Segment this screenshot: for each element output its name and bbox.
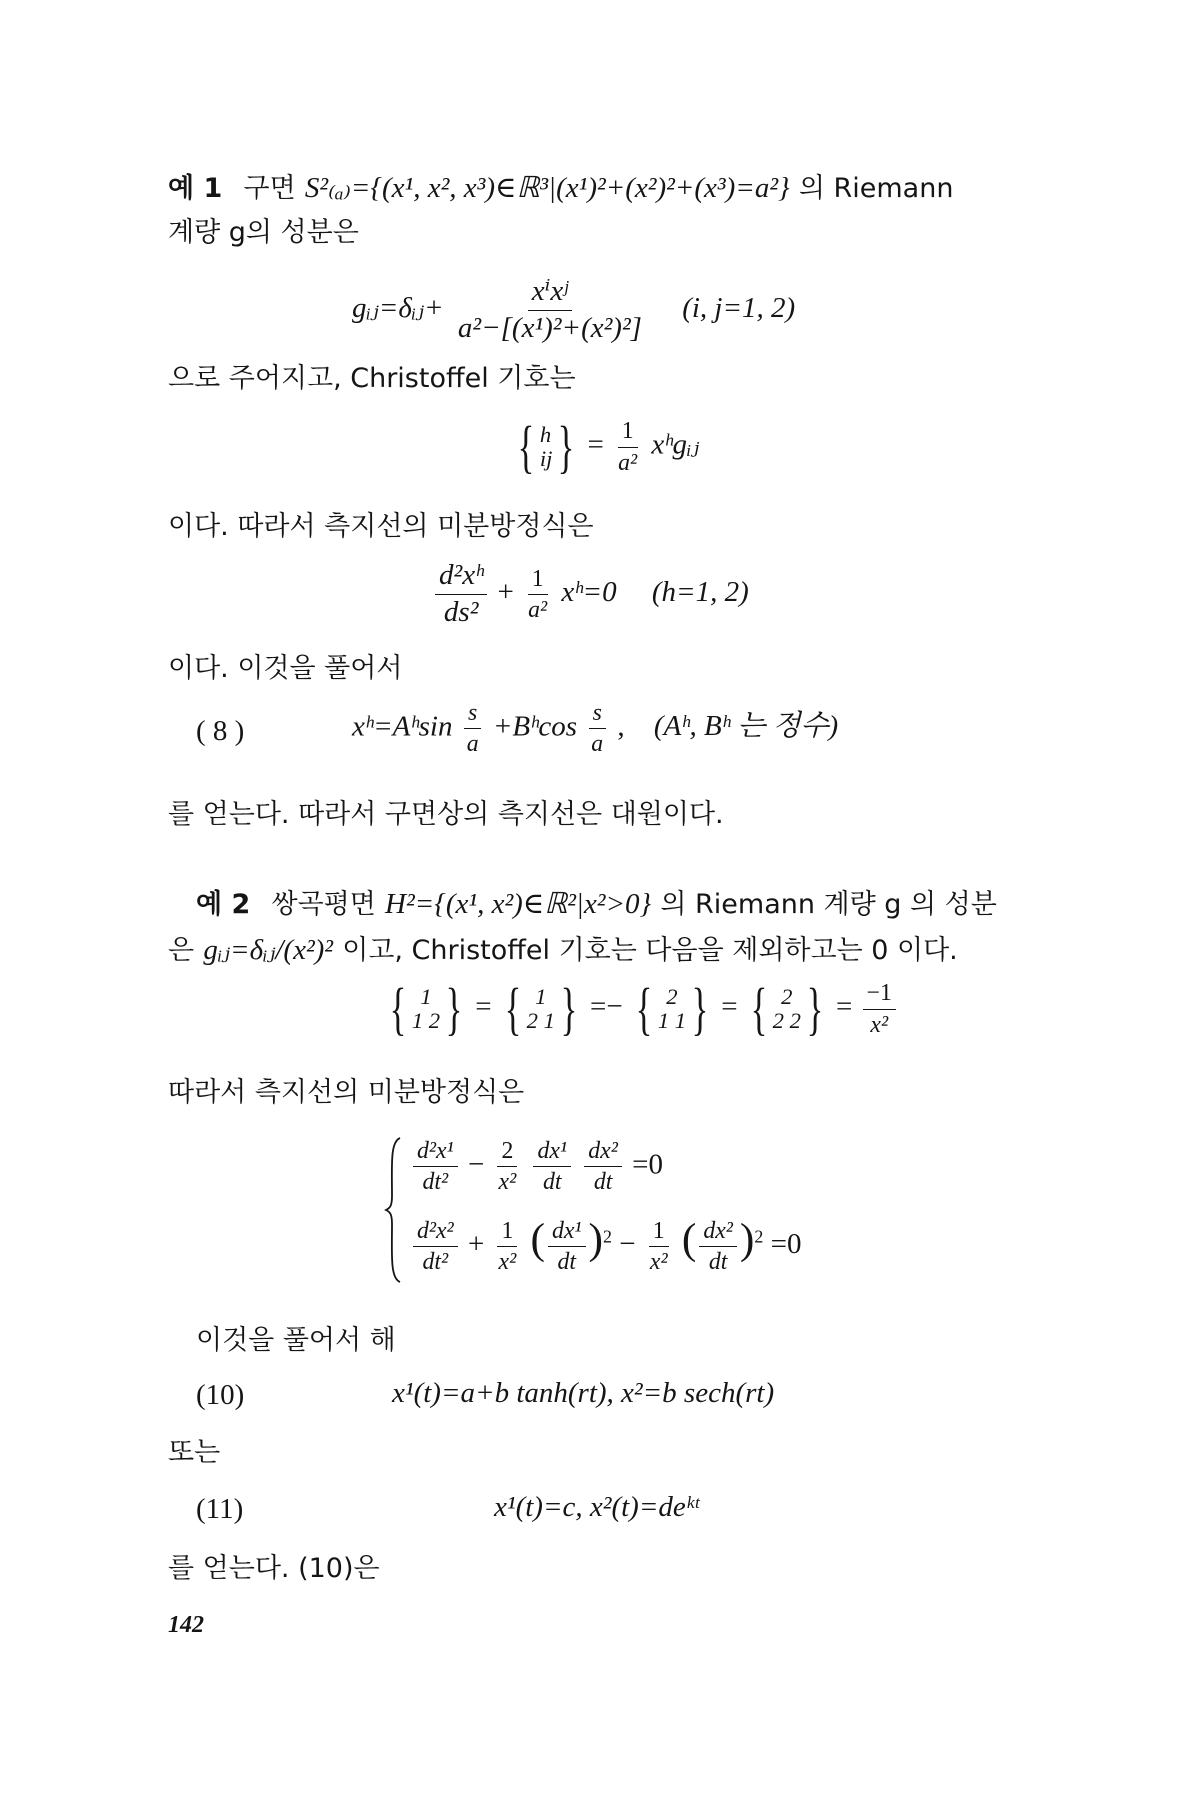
example1-intro-tail: 의 Riemann bbox=[798, 173, 954, 204]
system-row-2: $\frac{\text{d²x²}}{\text{dt²}}$ + $\frac{1}{\text{x²}}$ ( $\frac{\text{dx¹}}{dt}$ )$^2$ − $\frac{1}{\text{x²}}$ ( $\frac{\text{dx²}}{dt}$ )$^2$ =0 bbox=[410, 1214, 801, 1275]
ode-num: d²xʰ bbox=[435, 560, 487, 595]
r1-op: − bbox=[467, 1148, 485, 1181]
eq8-a-1: a bbox=[466, 731, 479, 758]
solve-intro-1: 이다. 이것을 풀어서 bbox=[168, 653, 403, 684]
symbol-1: { 1 1 2 } bbox=[389, 976, 463, 1041]
r1-d1: dt² bbox=[422, 1169, 449, 1196]
hyperbolic-set: H²={(x¹, x²)∈ℝ²|x²>0} bbox=[385, 888, 652, 920]
eq8-comma: , bbox=[617, 710, 625, 743]
r1-n4: dx² bbox=[584, 1138, 622, 1167]
r1-d2: x² bbox=[498, 1169, 517, 1196]
eq-sign-3: = bbox=[836, 990, 853, 1023]
symbol-3: { 2 1 1 } bbox=[635, 976, 709, 1041]
symbol-3-upper: 2 bbox=[666, 984, 678, 1010]
example1-line2: 계량 g의 성분은 bbox=[168, 217, 359, 248]
example2-label: 예 2 bbox=[196, 889, 251, 920]
metric-fraction bbox=[454, 276, 646, 345]
or-text: 또는 bbox=[168, 1437, 221, 1468]
symbol-2: { 1 2 1 } bbox=[504, 976, 578, 1041]
r1-n1: d²x¹ bbox=[413, 1138, 458, 1167]
eq11: x¹(t)=c, x²(t)=deᵏᵗ bbox=[494, 1491, 699, 1523]
eq-sign-1: = bbox=[475, 990, 492, 1023]
christoffel-rhs: xʰgᵢⱼ bbox=[651, 428, 700, 461]
example1-label: 예 1 bbox=[168, 173, 223, 204]
final-fraction bbox=[863, 980, 896, 1037]
symbol-1-lower: 1 2 bbox=[411, 1008, 441, 1033]
r2-n4: 1 bbox=[649, 1218, 669, 1247]
metric-num: xⁱxʲ bbox=[528, 276, 572, 311]
page-number: 142 bbox=[168, 1612, 204, 1638]
geodesic-ode-1: $\frac{\text{d²xʰ}}{\text{ds²}}$ + $\frac{1}{\text{a²}}$ xʰ=0 (h=1, 2) bbox=[432, 560, 749, 629]
eq8-a-2: a bbox=[591, 731, 604, 758]
eq10: x¹(t)=a+b tanh(rt), x²=b sech(rt) bbox=[392, 1377, 775, 1409]
eq10-label: (10) bbox=[196, 1379, 245, 1411]
eq8 bbox=[352, 700, 838, 757]
solve-intro-2: 이것을 풀어서 해 bbox=[196, 1325, 396, 1356]
minus-sign: =− bbox=[590, 990, 623, 1023]
example1-intro-kr: 구면 bbox=[243, 173, 296, 204]
conclusion-2 bbox=[168, 1548, 380, 1588]
r2-op2: − bbox=[619, 1228, 636, 1260]
geodesic-intro-2: 따라서 측지선의 미분방정식은 bbox=[168, 1077, 525, 1108]
r2-pw2: 2 bbox=[754, 1226, 764, 1247]
ode-rhs: xʰ=0 bbox=[561, 576, 617, 609]
geodesic-intro-1: 이다. 따라서 측지선의 미분방정식은 bbox=[168, 511, 594, 542]
final-den: x² bbox=[870, 1011, 889, 1038]
christoffel-frac-den: a² bbox=[618, 449, 638, 476]
r2-d4: x² bbox=[649, 1248, 668, 1275]
r1-d4: dt bbox=[593, 1169, 613, 1196]
sphere-set: S²₍ₐ₎={(x¹, x², x³)∈ℝ³|(x¹)²+(x²)²+(x³)=a²} bbox=[304, 172, 790, 204]
metric-equation bbox=[352, 276, 795, 345]
symbol-2-lower: 2 1 bbox=[526, 1008, 555, 1033]
example2-intro bbox=[196, 884, 997, 924]
eq8-label: ( 8 ) bbox=[196, 715, 245, 747]
symbol-1-upper: 1 bbox=[420, 984, 432, 1010]
eq8-s-1: s bbox=[464, 700, 481, 729]
system-brace bbox=[384, 1136, 402, 1284]
ode-den: ds² bbox=[443, 595, 479, 628]
symbol-3-lower: 1 1 bbox=[657, 1008, 687, 1033]
r2-d3: dt bbox=[557, 1248, 577, 1275]
example2-intro-tail: 의 Riemann 계량 g 의 성분 bbox=[660, 889, 997, 920]
metric-range: (i, j=1, 2) bbox=[682, 292, 796, 325]
christoffel-lower: ij bbox=[539, 446, 553, 471]
eq8-note: (Aʰ, Bʰ 는 정수) bbox=[653, 710, 839, 743]
eq8-s-2: s bbox=[589, 700, 606, 729]
r1-n3: dx¹ bbox=[533, 1138, 571, 1167]
example2-intro-kr: 쌍곡평면 bbox=[271, 889, 376, 920]
ode-range: (h=1, 2) bbox=[651, 576, 749, 609]
christoffel-intro: 으로 주어지고, Christoffel 기호는 bbox=[168, 363, 576, 394]
r2-pw: 2 bbox=[603, 1226, 613, 1247]
system-row-1 bbox=[410, 1138, 663, 1195]
christoffel-symbol: { h ij } bbox=[517, 414, 575, 479]
r2-n3: dx¹ bbox=[548, 1218, 586, 1247]
christoffel-fraction bbox=[614, 418, 641, 475]
r2-d5: dt bbox=[708, 1248, 728, 1275]
example2-metric: gᵢⱼ=δᵢⱼ/(x²)² bbox=[203, 934, 333, 966]
example2-line2-a: 은 bbox=[168, 935, 195, 966]
christoffel-equation: { h ij } = $\frac{1}{\text{a²}}$ xʰgᵢⱼ bbox=[512, 418, 699, 476]
example1-intro bbox=[168, 168, 953, 208]
symbol-4-upper: 2 bbox=[781, 984, 793, 1010]
conclusion-1: 를 얻는다. 따라서 구면상의 측지선은 대원이다. bbox=[168, 799, 724, 830]
r2-d2: x² bbox=[498, 1248, 517, 1275]
symbol-4: { 2 2 2 } bbox=[750, 976, 824, 1041]
r2-rhs: =0 bbox=[770, 1228, 802, 1260]
eq11-label: (11) bbox=[196, 1493, 244, 1525]
christoffel-frac-num: 1 bbox=[618, 418, 638, 447]
eq8-mid: +Bʰcos bbox=[492, 710, 578, 743]
metric-lhs: gᵢⱼ=δᵢⱼ+ bbox=[352, 292, 444, 325]
ode-fraction bbox=[435, 560, 487, 629]
symbol-4-lower: 2 2 bbox=[772, 1008, 801, 1033]
r2-n5: dx² bbox=[699, 1218, 737, 1247]
r2-n2: 1 bbox=[497, 1218, 517, 1247]
r2-op1: + bbox=[467, 1228, 485, 1260]
eq8-frac-cos bbox=[587, 700, 607, 757]
r1-n2: 2 bbox=[497, 1138, 517, 1167]
example2-line2 bbox=[168, 930, 958, 970]
metric-den: a²−[(x¹)²+(x²)²] bbox=[457, 311, 642, 344]
eq-sign-2: = bbox=[721, 990, 738, 1023]
eq8-frac-sin bbox=[463, 700, 483, 757]
final-num: −1 bbox=[863, 980, 896, 1009]
r1-rhs: =0 bbox=[632, 1148, 663, 1181]
eq8-lhs: xʰ=Aʰsin bbox=[352, 710, 453, 743]
conclusion-2-text: 를 얻는다. (10)은 bbox=[168, 1553, 380, 1584]
r2-d1: dt² bbox=[422, 1248, 449, 1275]
example2-line2-b: 이고, Christoffel 기호는 다음을 제외하고는 0 이다. bbox=[342, 935, 958, 966]
ode-coef-fraction bbox=[524, 566, 551, 623]
r1-d3: dt bbox=[543, 1169, 562, 1196]
ode-frac-num: 1 bbox=[528, 566, 548, 595]
ode-frac-den: a² bbox=[528, 596, 548, 623]
geodesic-system bbox=[384, 1136, 824, 1284]
christoffel-list bbox=[384, 976, 899, 1041]
symbol-2-upper: 1 bbox=[535, 984, 547, 1010]
christoffel-upper: h bbox=[539, 422, 552, 448]
r2-n1: d²x² bbox=[413, 1218, 458, 1247]
